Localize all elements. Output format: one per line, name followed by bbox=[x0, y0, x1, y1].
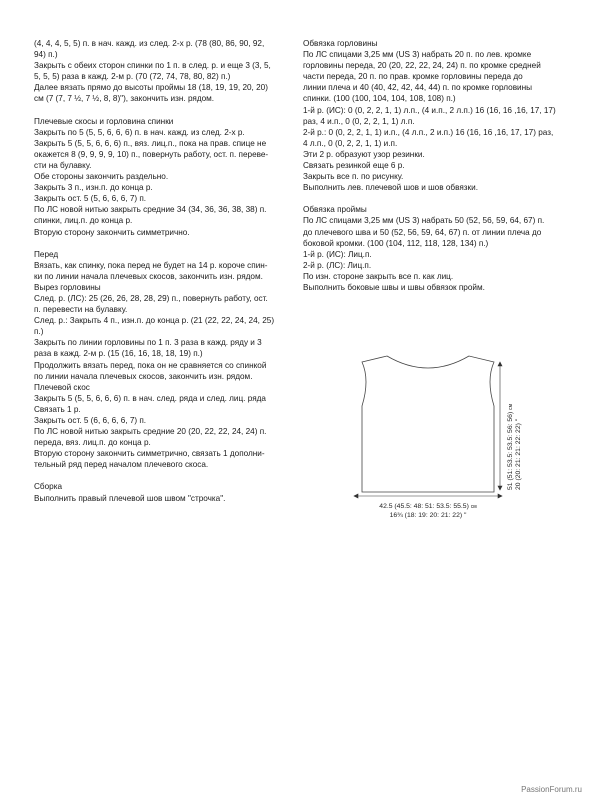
text-line: По изн. стороне закрыть все п. как лиц. bbox=[303, 271, 454, 281]
text-line: Закрыть ост. 5 (5, 6, 6, 6, 7) п. bbox=[34, 194, 147, 204]
text-line: Плечевые скосы и горловина спинки bbox=[34, 116, 174, 126]
text-line: Обвязка проймы bbox=[303, 205, 367, 215]
paragraph bbox=[34, 138, 296, 171]
text-line: 2-й р. (ЛС): Лиц.п. bbox=[303, 260, 372, 270]
paragraph bbox=[34, 426, 296, 448]
text-line: переда, вяз. лиц.п. до конца р. bbox=[34, 438, 151, 448]
width-label-cm: 42.5 (45.5: 48: 51: 53.5: 55.5) см bbox=[379, 503, 477, 510]
text-line: 94) п.) bbox=[34, 50, 58, 60]
paragraph bbox=[303, 271, 565, 282]
watermark: PassionForum.ru bbox=[521, 785, 582, 794]
text-line: Выполнить правый плечевой шов швом "строчка". bbox=[34, 493, 226, 503]
text-line: раза в кажд. 2-м р. (15 (16, 16, 18, 18, 19) п.) bbox=[34, 349, 203, 359]
text-line: 1-й р. (ИС): Лиц.п. bbox=[303, 249, 372, 259]
text-line: По ЛС спицами 3,25 мм (US 3) набрать 50 (52, 56, 59, 64, 67) п. bbox=[303, 216, 545, 226]
text-line: см (7 (7, 7 ½, 7 ½, 8, 8)"), закончить изн. рядом. bbox=[34, 94, 215, 104]
text-line: по линии начала плечевых скосов, закончить изн. рядом. bbox=[34, 371, 253, 381]
paragraph bbox=[34, 204, 296, 226]
text-line: части переда, 20 п. по прав. кромке горловины переда до bbox=[303, 72, 523, 82]
paragraph bbox=[34, 293, 296, 315]
paragraph bbox=[303, 149, 565, 160]
text-line: тельный ряд перед началом плечевого скоса. bbox=[34, 460, 209, 470]
text-line: Продолжить вязать перед, пока он не сравняется со спинкой bbox=[34, 360, 267, 370]
instructions-right-column bbox=[303, 38, 565, 293]
paragraph bbox=[303, 182, 565, 193]
text-line: Сборка bbox=[34, 482, 63, 492]
text-line: По ЛС спицами 3,25 мм (US 3) набрать 20 п. по лев. кромке bbox=[303, 50, 532, 60]
text-line: 4 л.п., 0 (0, 2, 2, 1, 1) и.п. bbox=[303, 138, 398, 148]
text-line: Выполнить лев. плечевой шов и шов обвязки. bbox=[303, 183, 478, 193]
text-line: По ЛС новой нитью закрыть средние 20 (20, 22, 22, 24, 24) п. bbox=[34, 427, 267, 437]
text-line: Эти 2 р. образуют узор резинки. bbox=[303, 149, 425, 159]
garment-schematic bbox=[330, 350, 520, 530]
text-line: 2-й р.: 0 (0, 2, 2, 1, 1) и.п., (4 л.п., 2 и.п.) 16 (16, 16 ,16, 17, 17) раз, bbox=[303, 127, 554, 137]
paragraph bbox=[34, 193, 296, 204]
text-line: спинки, лиц.п. до конца р. bbox=[34, 216, 133, 226]
text-line: Перед bbox=[34, 249, 59, 259]
height-label-inch: 20 (20: 21: 21: 22: 22) " bbox=[515, 418, 522, 490]
paragraph bbox=[303, 215, 565, 248]
paragraph bbox=[303, 249, 565, 260]
text-line: до плечевого шва и 50 (52, 56, 59, 64, 67) п. от линии плеча до bbox=[303, 227, 542, 237]
text-line: окажется 8 (9, 9, 9, 9, 10) п., повернуть работу, ост. п. переве- bbox=[34, 149, 269, 159]
text-line: (4, 4, 4, 5, 5) п. в нач. кажд. из след. 2-х р. (78 (80, 86, 90, 92, bbox=[34, 39, 265, 48]
text-line: спинки. (100 (100, 104, 104, 108, 108) п.) bbox=[303, 94, 456, 104]
text-line: По ЛС новой нитью закрыть средние 34 (34, 36, 36, 38, 38) п. bbox=[34, 205, 267, 215]
text-line: След. р.: Закрыть 4 п., изн.п. до конца р. (21 (22, 22, 24, 24, 25) bbox=[34, 316, 275, 326]
height-label-cm: 51 (51: 53.5: 53.5: 56: 56) см bbox=[507, 403, 514, 490]
text-line: п.) bbox=[34, 327, 44, 337]
text-line: Вязать, как спинку, пока перед не будет на 14 р. короче спин- bbox=[34, 260, 268, 270]
text-line: Обвязка горловины bbox=[303, 39, 378, 48]
text-line: Вторую сторону закончить симметрично, связать 1 дополни- bbox=[34, 449, 265, 459]
text-line: горловины переда, 20 (20, 22, 22, 24, 24) п. по кромке средней bbox=[303, 61, 541, 71]
text-line: раз, 4 и.п., 0 (0, 2, 2, 1, 1) л.п. bbox=[303, 116, 415, 126]
width-label-inch: 16¾ (18: 19: 20: 21: 22) " bbox=[389, 512, 467, 519]
paragraph bbox=[34, 415, 296, 426]
paragraph bbox=[34, 493, 296, 504]
paragraph-gap bbox=[303, 193, 565, 204]
text-line: Закрыть по 5 (5, 5, 6, 6, 6) п. в нач. кажд. из след. 2-х р. bbox=[34, 127, 245, 137]
paragraph bbox=[303, 38, 565, 49]
text-line: 1-й р. (ИС): 0 (0, 2, 2, 1, 1) л.п., (4 и.п., 2 л.п.) 16 (16, 16 ,16, 17, 17) bbox=[303, 105, 556, 115]
paragraph bbox=[34, 282, 296, 293]
paragraph bbox=[34, 82, 296, 104]
text-line: Закрыть ост. 5 (6, 6, 6, 6, 7) п. bbox=[34, 416, 147, 425]
text-line: сти на булавку. bbox=[34, 160, 92, 170]
paragraph bbox=[303, 204, 565, 215]
paragraph bbox=[303, 260, 565, 271]
text-line: Вторую сторону закончить симметрично. bbox=[34, 227, 190, 237]
text-line: ки по линии начала плечевых скосов, закончить изн. рядом. bbox=[34, 271, 263, 281]
width-dimension-arrow bbox=[354, 494, 502, 498]
garment-outline bbox=[362, 356, 494, 492]
paragraph bbox=[34, 315, 296, 337]
paragraph bbox=[34, 60, 296, 82]
text-line: Закрыть 5 (5, 5, 6, 6, 6) п., вяз. лиц.п., пока на прав. спице не bbox=[34, 138, 267, 148]
text-line: линии плеча и 40 (40, 42, 42, 44, 44) п. по кромке горловины bbox=[303, 83, 533, 93]
text-line: Закрыть все п. по рисунку. bbox=[303, 172, 404, 182]
paragraph bbox=[303, 160, 565, 171]
paragraph bbox=[34, 116, 296, 127]
paragraph bbox=[303, 127, 565, 149]
paragraph bbox=[303, 49, 565, 104]
text-line: Закрыть 5 (5, 5, 6, 6, 6) п. в нач. след. ряда и след. лиц. ряда bbox=[34, 393, 266, 403]
paragraph bbox=[34, 382, 296, 393]
text-line: Закрыть с обеих сторон спинки по 1 п. в след. р. и еще 3 (3, 5, bbox=[34, 61, 271, 71]
text-line: Закрыть по линии горловины по 1 п. 3 раза в кажд. ряду и 3 bbox=[34, 338, 262, 348]
text-line: Вырез горловины bbox=[34, 282, 101, 292]
text-line: След. р. (ЛС): 25 (26, 26, 28, 28, 29) п., повернуть работу, ост. bbox=[34, 293, 268, 303]
paragraph bbox=[34, 249, 296, 260]
text-line: Закрыть 3 п., изн.п. до конца р. bbox=[34, 183, 153, 193]
paragraph bbox=[34, 182, 296, 193]
paragraph-gap bbox=[34, 105, 296, 116]
paragraph bbox=[303, 171, 565, 182]
paragraph bbox=[34, 448, 296, 470]
text-line: Далее вязать прямо до высоты проймы 18 (18, 19, 19, 20, 20) bbox=[34, 83, 268, 93]
text-line: Связать 1 р. bbox=[34, 404, 81, 414]
text-line: Обе стороны закончить раздельно. bbox=[34, 172, 169, 182]
paragraph bbox=[34, 481, 296, 492]
instructions-left-column bbox=[34, 38, 296, 504]
paragraph bbox=[34, 38, 296, 60]
text-line: Выполнить боковые швы и швы обвязок пройм. bbox=[303, 282, 485, 292]
text-line: п. перевести на булавку. bbox=[34, 305, 128, 315]
text-line: Плечевой скос bbox=[34, 382, 90, 392]
text-line: боковой кромки. (100 (104, 112, 118, 128, 134) п.) bbox=[303, 238, 489, 248]
paragraph bbox=[34, 171, 296, 182]
paragraph bbox=[34, 127, 296, 138]
text-line: Связать резинкой еще 6 р. bbox=[303, 161, 405, 171]
paragraph bbox=[34, 227, 296, 238]
paragraph-gap bbox=[34, 238, 296, 249]
paragraph bbox=[34, 360, 296, 382]
text-line: 5, 5, 5) раза в кажд. 2-м р. (70 (72, 74, 78, 80, 82) п.) bbox=[34, 72, 231, 82]
paragraph bbox=[34, 337, 296, 359]
paragraph bbox=[34, 260, 296, 282]
paragraph bbox=[34, 404, 296, 415]
paragraph bbox=[34, 393, 296, 404]
paragraph-gap bbox=[34, 470, 296, 481]
paragraph bbox=[303, 105, 565, 127]
height-dimension-arrow bbox=[498, 362, 502, 490]
paragraph bbox=[303, 282, 565, 293]
